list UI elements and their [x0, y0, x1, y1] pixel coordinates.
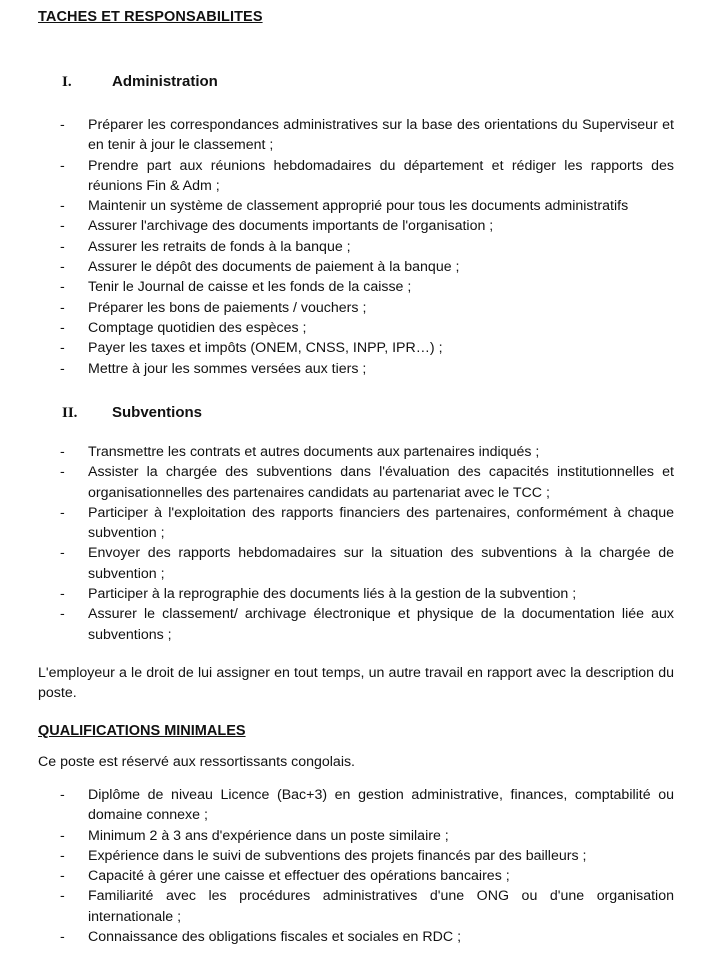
list-item-text: Prendre part aux réunions hebdomadaires du département et rédiger les rapports des réunions Fin & Adm ; [88, 157, 674, 194]
list-item-text: Envoyer des rapports hebdomadaires sur la situation des subventions à la chargée de subvention ; [88, 545, 674, 582]
qualifications-intro: Ce poste est réservé aux ressortissants congolais. [38, 754, 356, 770]
bullet-dash: - [60, 827, 65, 844]
list-item [58, 462, 674, 503]
bullet-dash: - [60, 586, 65, 603]
list-item [58, 886, 674, 927]
bullet-dash: - [60, 319, 65, 336]
bullet-dash: - [60, 929, 65, 946]
list-item [58, 503, 674, 544]
qualifications-list [58, 785, 674, 947]
page-title: TACHES ET RESPONSABILITES [38, 9, 263, 25]
list-item-text: Comptage quotidien des espèces ; [88, 319, 307, 336]
bullet-dash: - [60, 504, 65, 521]
qualifications-heading: QUALIFICATIONS MINIMALES [38, 723, 246, 739]
list-item [58, 156, 674, 197]
list-item-text: Assurer les retraits de fonds à la banque ; [88, 238, 351, 255]
list-item [58, 115, 674, 156]
list-item [58, 359, 674, 379]
list-item-text: Préparer les bons de paiements / vouchers ; [88, 299, 367, 316]
list-item-text: Connaissance des obligations fiscales et sociales en RDC ; [88, 929, 462, 946]
bullet-dash: - [60, 847, 65, 864]
list-item-text: Familiarité avec les procédures administratives d'une ONG ou d'une organisation internationale ; [88, 888, 674, 925]
bullet-dash: - [60, 606, 65, 623]
bullet-dash: - [60, 444, 65, 460]
bullet-dash: - [60, 340, 65, 357]
list-item-text: Minimum 2 à 3 ans d'expérience dans un poste similaire ; [88, 827, 449, 844]
list-item [58, 785, 674, 826]
list-item-text: Préparer les correspondances administratives sur la base des orientations du Superviseur et en tenir à jour le classement ; [88, 117, 674, 154]
list-item-text: Tenir le Journal de caisse et les fonds de la caisse ; [88, 279, 412, 296]
bullet-dash: - [60, 259, 65, 276]
list-item-text: Participer à la reprographie des documents liés à la gestion de la subvention ; [88, 586, 577, 603]
bullet-dash: - [60, 868, 65, 885]
section-number: II. [62, 405, 78, 421]
administration-list [58, 115, 674, 379]
section-title: Administration [112, 73, 218, 90]
list-item [58, 338, 674, 358]
list-item [58, 826, 674, 846]
list-item [58, 846, 674, 866]
list-item [58, 442, 674, 462]
list-item [58, 216, 674, 236]
list-item-text: Expérience dans le suivi de subventions des projets financés par des bailleurs ; [88, 847, 587, 864]
bullet-dash: - [60, 464, 65, 481]
bullet-dash: - [60, 545, 65, 562]
list-item-text: Assurer le dépôt des documents de paiement à la banque ; [88, 259, 460, 276]
list-item [58, 543, 674, 584]
bullet-dash: - [60, 157, 65, 174]
employer-note: L'employeur a le droit de lui assigner en tout temps, un autre travail en rapport avec la description du poste. [38, 665, 674, 702]
bullet-dash: - [60, 279, 65, 296]
list-item-text: Diplôme de niveau Licence (Bac+3) en gestion administrative, finances, comptabilité ou domaine connexe ; [88, 787, 674, 824]
list-item [58, 927, 674, 947]
list-item [58, 277, 674, 297]
bullet-dash: - [60, 117, 65, 133]
bullet-dash: - [60, 238, 65, 255]
list-item-text: Transmettre les contrats et autres documents aux partenaires indiqués ; [88, 444, 540, 460]
list-item [58, 318, 674, 338]
section-heading-subventions [62, 404, 202, 422]
section-title: Subventions [112, 404, 203, 421]
list-item [58, 866, 674, 886]
list-item [58, 584, 674, 604]
bullet-dash: - [60, 360, 65, 377]
bullet-dash: - [60, 218, 65, 235]
list-item-text: Participer à l'exploitation des rapports financiers des partenaires, conformément à chaque subvention ; [88, 504, 674, 542]
bullet-dash: - [60, 299, 65, 316]
bullet-dash: - [60, 787, 65, 803]
list-item [58, 257, 674, 277]
list-item [58, 196, 674, 216]
list-item [58, 237, 674, 257]
bullet-dash: - [60, 888, 65, 905]
section-heading-administration [62, 73, 218, 91]
list-item-text: Mettre à jour les sommes versées aux tiers ; [88, 360, 367, 377]
subventions-list [58, 442, 674, 645]
list-item-text: Capacité à gérer une caisse et effectuer des opérations bancaires ; [88, 868, 510, 885]
list-item-text: Assister la chargée des subventions dans l'évaluation des capacités institutionnelles et organisationnelles des partenaires candidats au partenariat avec le TCC ; [88, 464, 674, 501]
list-item-text: Payer les taxes et impôts (ONEM, CNSS, INPP, IPR…) ; [88, 340, 443, 357]
section-number: I. [62, 74, 72, 90]
list-item-text: Assurer le classement/ archivage électronique et physique de la documentation liée aux subventions ; [88, 606, 674, 643]
list-item [58, 604, 674, 645]
list-item-text: Assurer l'archivage des documents importants de l'organisation ; [88, 218, 494, 235]
list-item-text: Maintenir un système de classement approprié pour tous les documents administratifs [88, 198, 629, 215]
list-item [58, 298, 674, 318]
bullet-dash: - [60, 198, 65, 215]
